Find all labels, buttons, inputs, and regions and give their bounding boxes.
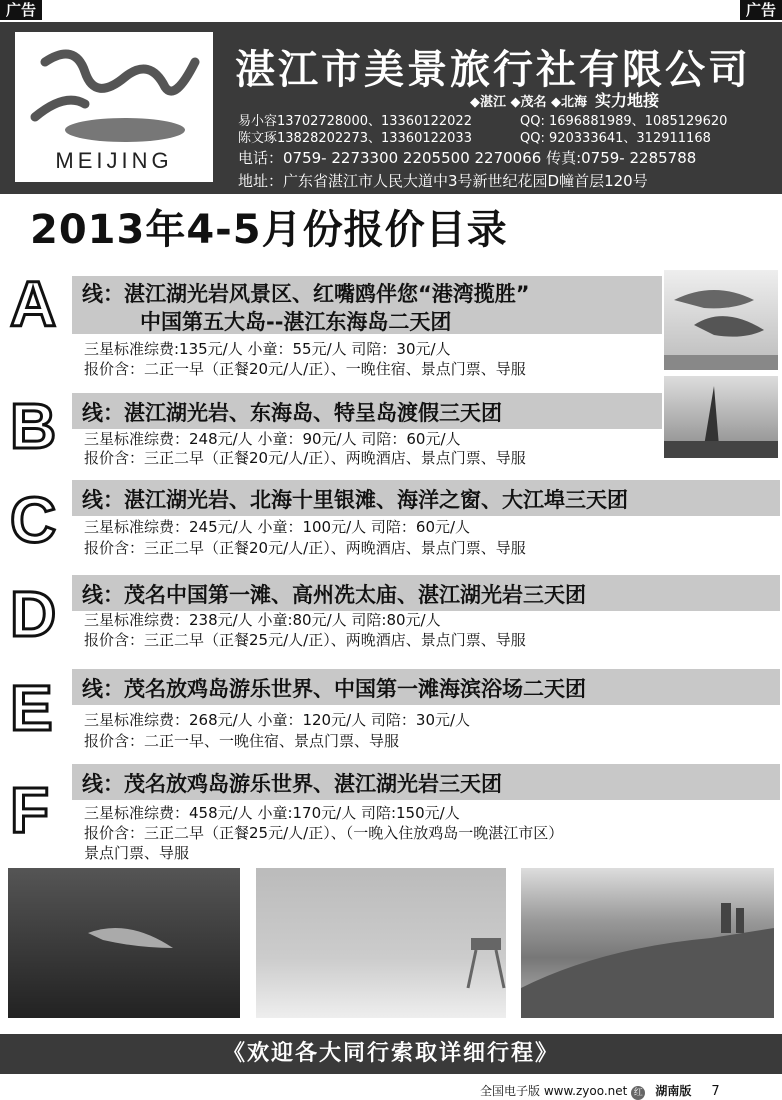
dolphin-icon xyxy=(8,868,240,1018)
route-letter-c: C xyxy=(10,484,57,556)
route-letter-d: D xyxy=(10,578,57,650)
route-d-include: 报价含：三正二早（正餐25元/人/正）、两晚酒店、景点门票、导服 xyxy=(84,631,526,649)
route-c-line1: 线：湛江湖光岩、北海十里银滩、海洋之窗、大江埠三天团 xyxy=(82,488,628,512)
contact-2-qq: QQ: 920333641、312911168 xyxy=(520,131,711,146)
route-f-price: 三星标准综费：458元/人 小童:170元/人 司陪:150元/人 xyxy=(84,804,460,822)
dolphin-sea-photo xyxy=(8,868,240,1018)
footer-badge: 红 xyxy=(631,1086,645,1100)
route-c-price: 三星标准综费：245元/人 小童：100元/人 司陪：60元/人 xyxy=(84,518,471,536)
lifeguard-tower-icon xyxy=(256,868,506,1018)
route-f-include-2: 景点门票、导服 xyxy=(84,844,190,862)
route-a-line1: 线：湛江湖光岩风景区、红嘴鸥伴您“港湾揽胜” xyxy=(82,282,530,306)
dolphin-statue-icon xyxy=(664,270,778,370)
route-f-line1: 线：茂名放鸡岛游乐世界、湛江湖光岩三天团 xyxy=(82,772,502,796)
route-d-price: 三星标准综费：238元/人 小童:80元/人 司陪:80元/人 xyxy=(84,611,441,629)
route-letter-a: A xyxy=(10,268,57,340)
company-name: 湛江市美景旅行社有限公司 xyxy=(235,47,751,93)
footer-edition: 湖南版 xyxy=(655,1084,692,1098)
coastal-city-photo xyxy=(521,868,774,1018)
route-e-include: 报价含：二正一早、一晚住宿、景点门票、导服 xyxy=(84,732,400,750)
company-logo xyxy=(15,32,213,182)
beach-tower-photo xyxy=(256,868,506,1018)
coastline-icon xyxy=(521,868,774,1018)
route-letter-b: B xyxy=(10,390,57,462)
contact-1-qq: QQ: 1696881989、1085129620 xyxy=(520,114,728,129)
route-b-price: 三星标准综费：248元/人 小童：90元/人 司陪：60元/人 xyxy=(84,430,461,448)
route-a-price: 三星标准综费:135元/人 小童：55元/人 司陪：30元/人 xyxy=(84,340,451,358)
slogan: 实力地接 xyxy=(595,91,660,110)
ad-label-left: 广告 xyxy=(0,0,42,20)
page-number: 7 xyxy=(711,1084,720,1099)
monument-icon xyxy=(664,376,778,458)
contact-1-phone: 易小容13702728000、13360122022 xyxy=(238,114,472,129)
route-a-line2: 中国第五大岛--湛江东海岛二天团 xyxy=(140,310,452,334)
logo-text: MEIJING xyxy=(55,148,173,173)
ad-label-right: 广告 xyxy=(740,0,782,20)
address: 地址：广东省湛江市人民大道中3号新世纪花园D幢首层120号 xyxy=(238,172,648,190)
route-letter-f: F xyxy=(10,774,50,846)
route-e-price: 三星标准综费：268元/人 小童：120元/人 司陪：30元/人 xyxy=(84,711,471,729)
route-b-line1: 线：湛江湖光岩、东海岛、特呈岛渡假三天团 xyxy=(82,401,502,425)
route-a-include: 报价含：二正一早（正餐20元/人/正）、一晚住宿、景点门票、导服 xyxy=(84,360,526,378)
branches xyxy=(470,88,659,111)
route-d-line1: 线：茂名中国第一滩、高州冼太庙、湛江湖光岩三天团 xyxy=(82,583,586,607)
route-f-include: 报价含：三正二早（正餐25元/人/正）、（一晚入住放鸡岛一晚湛江市区） xyxy=(84,824,564,842)
route-e-line1: 线：茂名放鸡岛游乐世界、中国第一滩海滨浴场二天团 xyxy=(82,677,586,701)
logo-mark-icon xyxy=(15,32,213,152)
harbor-photo xyxy=(664,376,778,458)
route-letter-e: E xyxy=(10,672,53,744)
footer-site: 全国电子版 www.zyoo.net xyxy=(480,1084,628,1098)
company-header xyxy=(0,22,782,194)
phone-fax: 电话：0759- 2273300 2205500 2270066 传真:0759- 2285788 xyxy=(238,149,697,167)
page-title: 2013年4-5月份报价目录 xyxy=(30,207,508,253)
contact-2 xyxy=(238,127,711,146)
contact-2-phone: 陈文琢13828202273、13360122033 xyxy=(238,131,472,146)
branch-list: ◆湛江 ◆茂名 ◆北海 xyxy=(470,95,588,110)
footer-slogan: 《欢迎各大同行索取详细行程》 xyxy=(0,1034,782,1074)
dolphin-statue-photo xyxy=(664,270,778,370)
page-footer xyxy=(480,1082,720,1100)
route-b-include: 报价含：三正二早（正餐20元/人/正）、两晚酒店、景点门票、导服 xyxy=(84,449,526,467)
route-c-include: 报价含：三正二早（正餐20元/人/正）、两晚酒店、景点门票、导服 xyxy=(84,539,526,557)
